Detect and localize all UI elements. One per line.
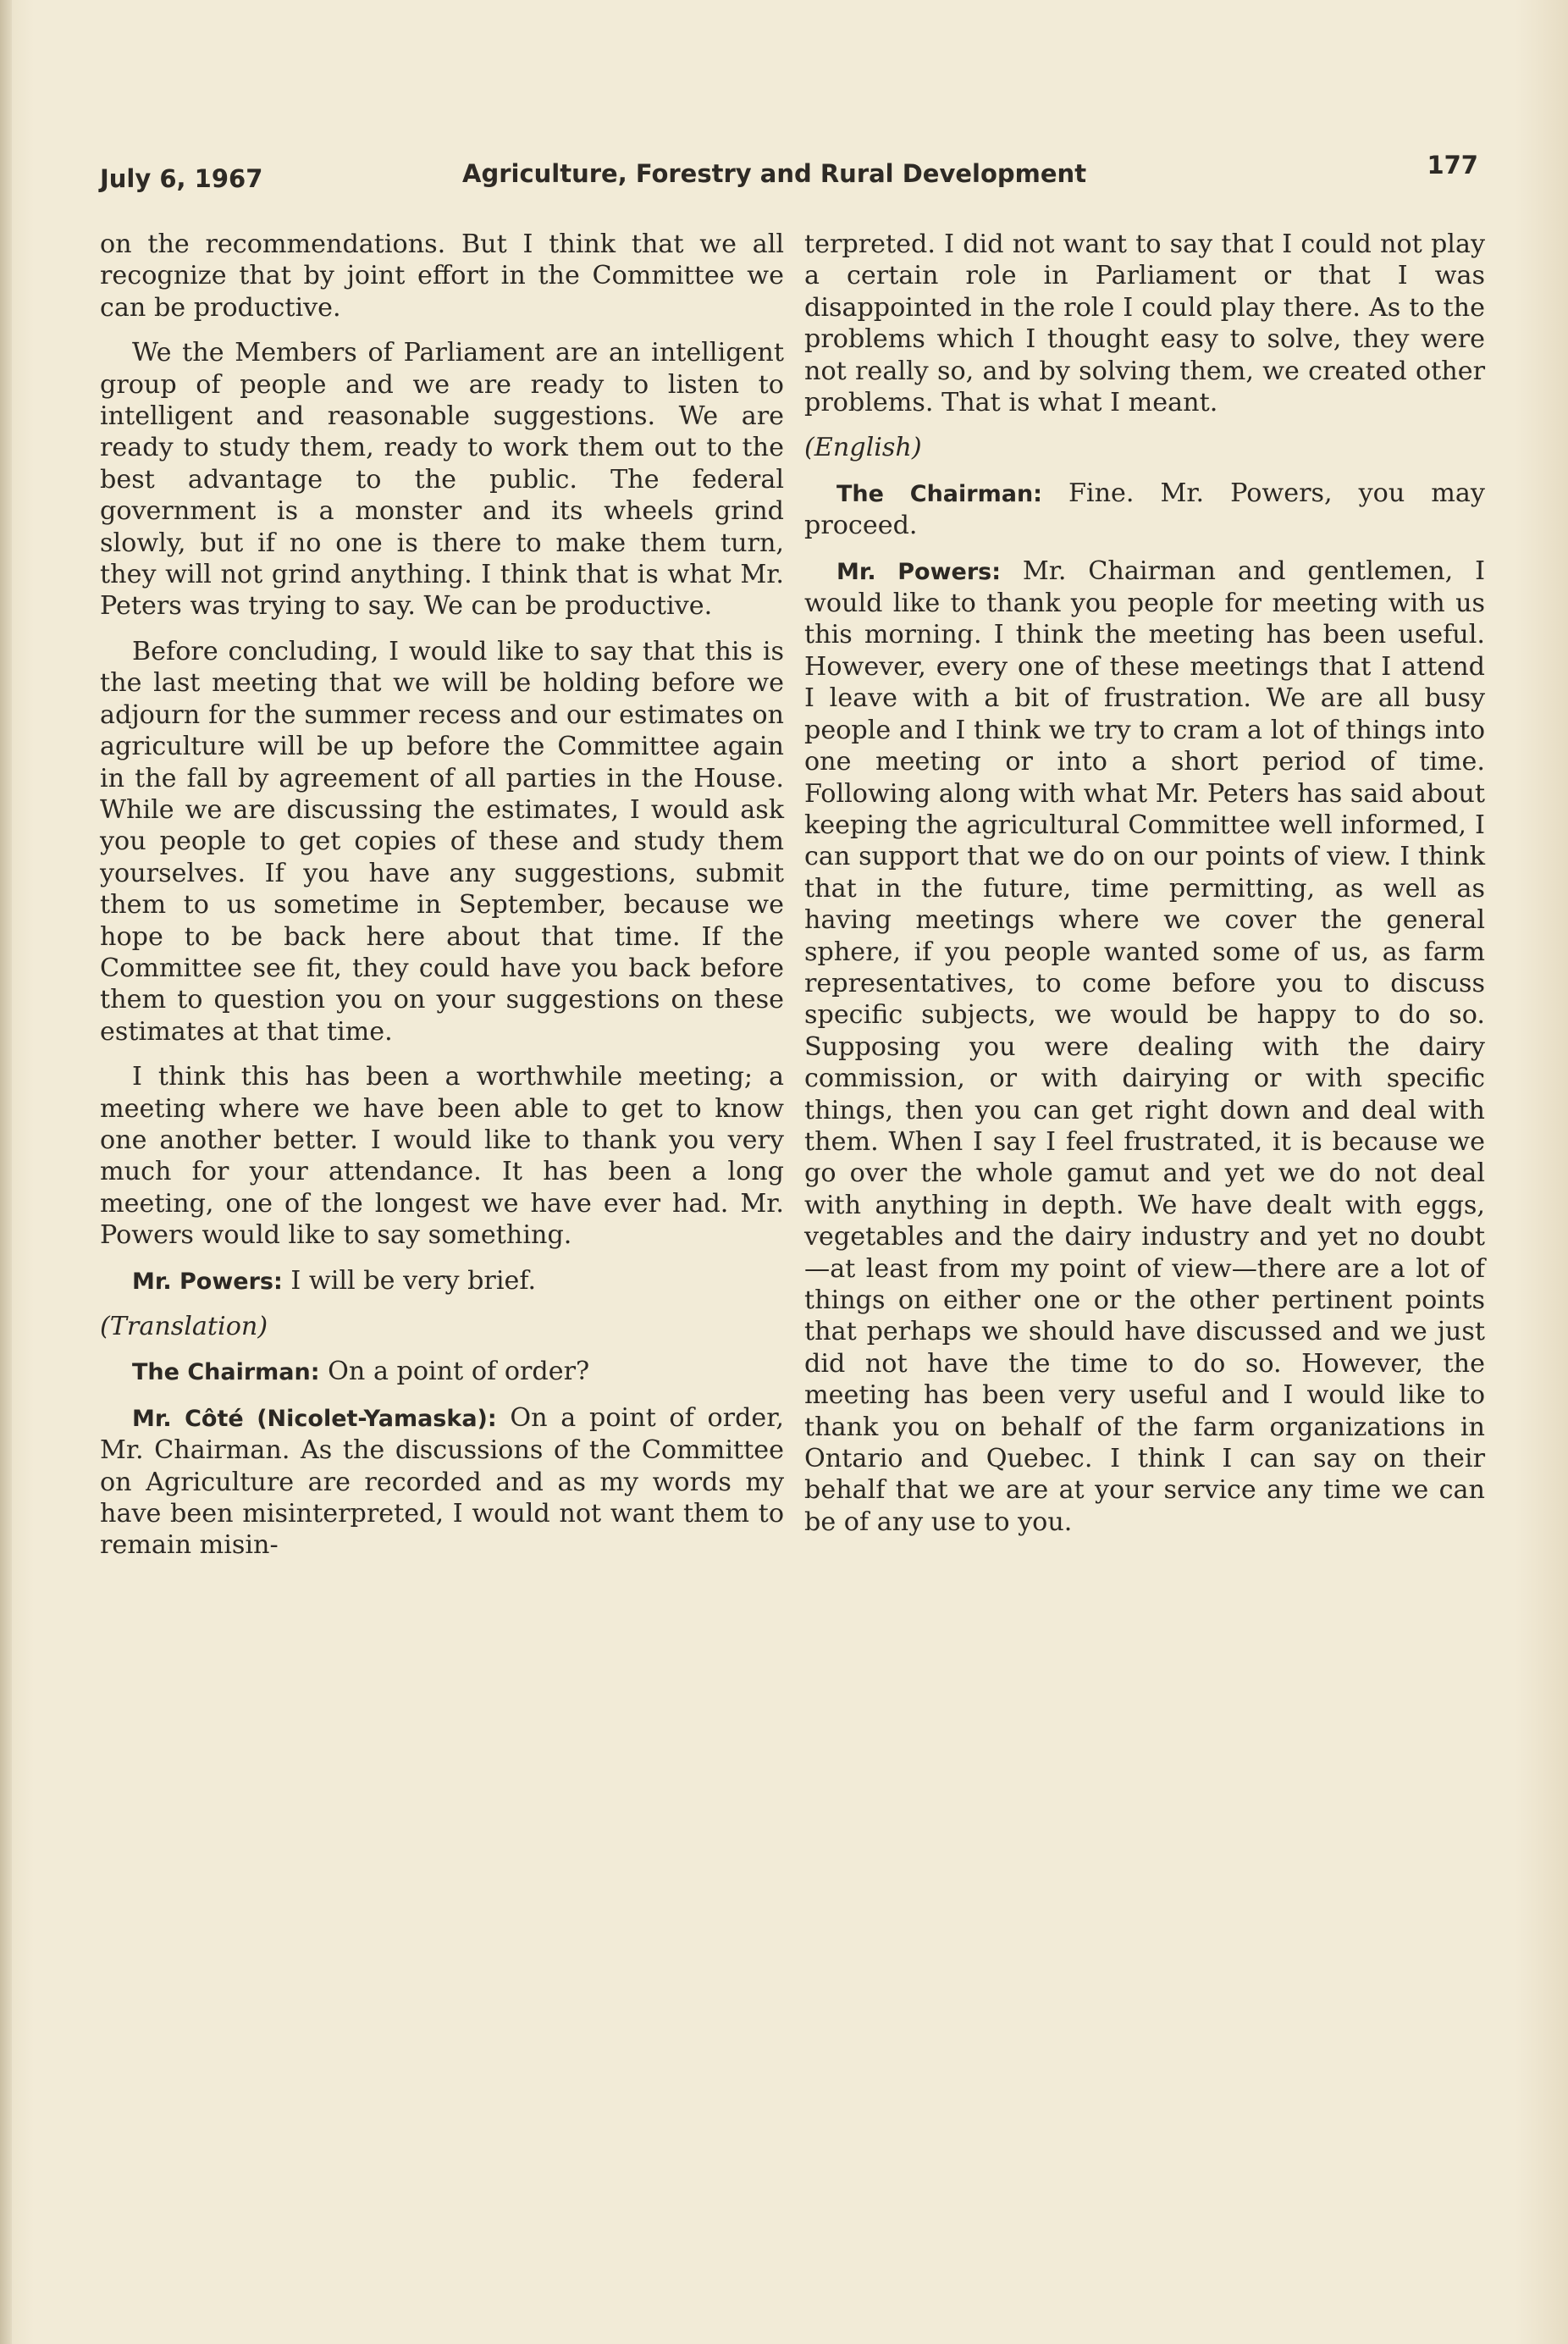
speech-chairman [100, 1356, 784, 1388]
paragraph: Before concluding, I would like to say that this is the last meeting that we will be holding before we adjourn for the summer recess and our estimates on agriculture will be up before the Committee again in the fall by agreement of all parties in the House. While we are discussing the estimates, I would ask you people to get copies of these and study them yourselves. If you have any suggestions, submit them to us sometime in September, because we hope to be back here about that time. If the Committee see fit, they could have you back before them to question you on your suggestions on these estimates at that time. [100, 636, 784, 1047]
paragraph: We the Members of Parliament are an intelligent group of people and we are ready to listen to intelligent and reasonable suggestions. We are ready to study them, ready to work them out to the best advantage to the public. The federal government is a monster and its wheels grind slowly, but if no one is there to make them turn, they will not grind anything. I think that is what Mr. Peters was trying to say. We can be productive. [100, 338, 784, 622]
speech-cote [100, 1402, 784, 1562]
speech-text: On a point of order, Mr. Chairman. As the discussions of the Committee on Agriculture are recorded and as my words my have been misinterpreted, I would not want them to remain misin- [100, 1402, 784, 1561]
speech-text: Mr. Chairman and gentlemen, I would like to thank you people for meeting with us this morning. I think the meeting has been useful. However, every one of these meetings that I attend I leave with a bit of frustration. We are all busy people and I think we try to cram a lot of things into one meeting or into a short period of time. Following along with what Mr. Peters has said about keeping the agricultural Committee well informed, I can support that we do on our points of view. I think that in the future, time permitting, as well as having meetings where we cover the general sphere, if you people wanted some of us, as farm representatives, to come before you to discuss specific subjects, we would be happy to do so. Supposing you were dealing with the dairy commission, or with dairying or with specific things, then you can get right down and deal with them. When I say I feel frustrated, it is because we go over the whole gamut and yet we do not deal with anything in depth. We have dealt with eggs, vegetables and the dairy industry and yet no doubt—at least from my point of view—there are a lot of things on either one or the other pertinent points that perhaps we should have discussed and we just did not have the time to do so. However, the meeting has been very useful and I would like to thank you on behalf of the farm organizations in Ontario and Quebec. I think I can say on their behalf that we are at your service any time we can be of any use to you. [804, 556, 1485, 1537]
header-date: July 6, 1967 [100, 164, 263, 193]
speaker-name: Mr. Powers: [132, 1268, 283, 1295]
paragraph: I think this has been a worthwhile meeting; a meeting where we have been able to get to know one another better. I would like to thank you very much for your attendance. It has been a long meeting, one of the longest we have ever had. Mr. Powers would like to say something. [100, 1062, 784, 1251]
speech-powers [804, 556, 1485, 1539]
speaker-name: The Chairman: [132, 1359, 320, 1386]
speaker-name: Mr. Powers: [836, 558, 1002, 585]
speech-text: Fine. Mr. Powers, you may proceed. [804, 478, 1485, 541]
header-title: Agriculture, Forestry and Rural Development [462, 159, 1087, 188]
page-number: 177 [1427, 151, 1478, 180]
speaker-name: The Chairman: [836, 480, 1042, 507]
binding-edge [0, 0, 12, 2344]
english-label: (English) [804, 433, 922, 463]
running-header [100, 151, 1478, 193]
speech-text: On a point of order? [328, 1357, 590, 1387]
translation-label: (Translation) [100, 1312, 268, 1341]
speech-chairman [804, 478, 1485, 542]
right-column [804, 229, 1485, 1551]
paragraph: on the recommendations. But I think that we all recognize that by joint effort in the Committee we can be productive. [100, 229, 784, 323]
speech-powers [100, 1265, 784, 1297]
left-column [100, 229, 784, 1575]
speaker-name: Mr. Côté (Nicolet-Yamaska): [132, 1405, 497, 1432]
paragraph: terpreted. I did not want to say that I could not play a certain role in Parliament or that I was disappointed in the role I could play there. As to the problems which I thought easy to solve, they were not really so, and by solving them, we created other problems. That is what I meant. [804, 229, 1485, 418]
speech-text: I will be very brief. [290, 1265, 537, 1296]
